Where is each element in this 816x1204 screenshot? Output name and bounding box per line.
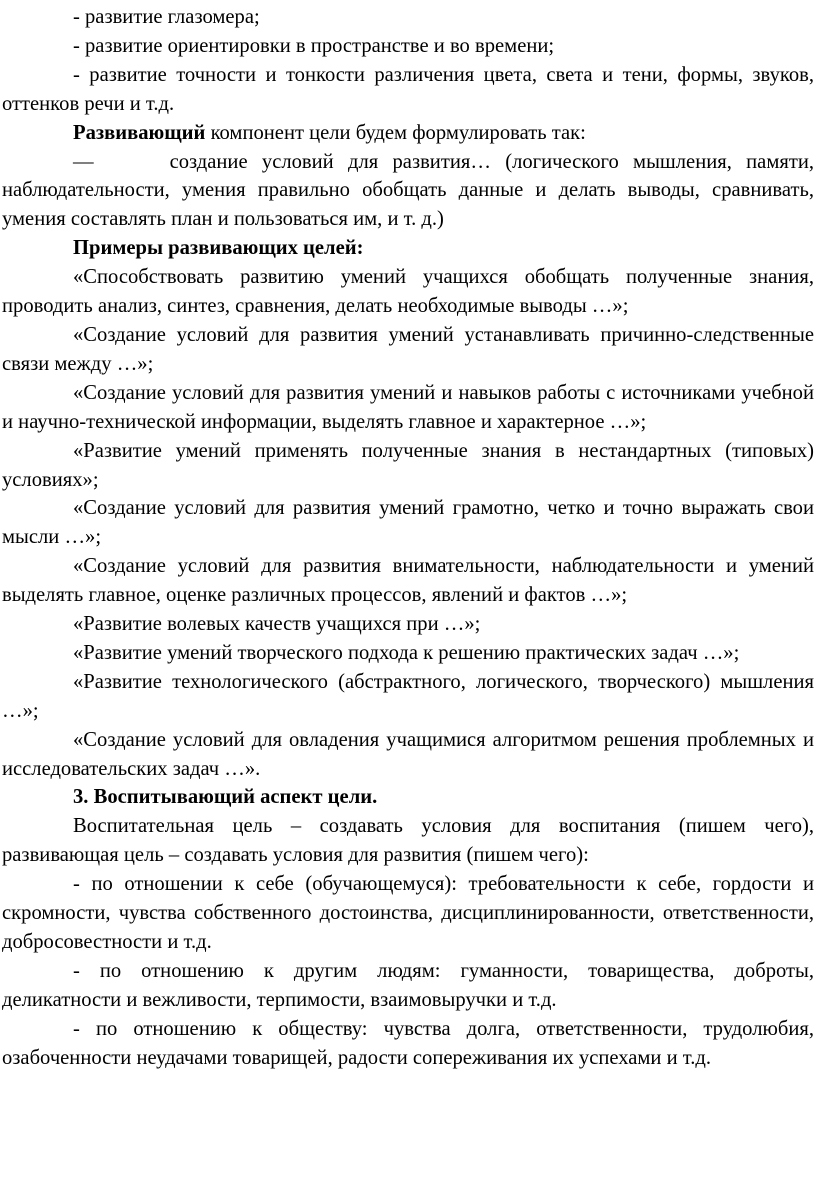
paragraph: «Развитие умений применять полученные знания в нестандартных (типовых) условиях»; xyxy=(2,439,814,491)
paragraph: «Развитие технологического (абстрактного, логического, творческого) мышления …»; xyxy=(2,670,814,722)
paragraph: «Развитие умений творческого подхода к решению практических задач …»; xyxy=(73,641,740,664)
section-heading: 3. Воспитывающий аспект цели. xyxy=(73,786,378,809)
paragraph: «Создание условий для развития умений и навыков работы с источниками учебной и научно-технической информации, выделять главное и характерное …»; xyxy=(2,381,814,433)
paragraph: «Создание условий для развития умений устанавливать причинно-следственные связи между …»; xyxy=(2,323,814,375)
paragraph: - развитие точности и тонкости различения цвета, света и тени, формы, звуков, оттенков речи и т.д. xyxy=(2,63,814,115)
paragraph: Развивающий компонент цели будем формулировать так: xyxy=(73,121,586,144)
section-heading: Примеры развивающих целей: xyxy=(73,237,364,260)
paragraph: Воспитательная цель – создавать условия для воспитания (пишем чего), развивающая цель – создавать условия для развития (пишем чего): xyxy=(2,815,814,867)
paragraph: «Создание условий для развития внимательности, наблюдательности и умений выделять главное, оценке различных процессов, явлений и фактов …»; xyxy=(2,555,814,607)
paragraph: «Развитие волевых качеств учащихся при …»; xyxy=(73,613,481,636)
paragraph: - по отношении к себе (обучающемуся): требовательности к себе, гордости и скромности, чувства собственного достоинства, дисциплинированности, ответственности, добросовестности и т.д. xyxy=(2,873,814,953)
bold-term: Развивающий xyxy=(73,121,206,144)
paragraph: «Способствовать развитию умений учащихся обобщать полученные знания, проводить анализ, синтез, сравнения, делать необходимые выводы …»; xyxy=(2,266,814,318)
paragraph: — создание условий для развития… (логического мышления, памяти, наблюдательности, умения правильно обобщать данные и делать выводы, сравнивать, умения составлять план и пользоваться им, и т. д.) xyxy=(2,150,814,231)
paragraph: «Создание условий для развития умений грамотно, четко и точно выражать свои мысли …»; xyxy=(2,497,814,549)
paragraph: «Создание условий для овладения учащимися алгоритмом решения проблемных и исследовательских задач …». xyxy=(2,728,814,780)
paragraph: - по отношению к обществу: чувства долга, ответственности, трудолюбия, озабоченности неудачами товарищей, радости сопереживания их успехами и т.д. xyxy=(2,1017,814,1069)
em-dash: — xyxy=(73,150,94,173)
paragraph: - развитие глазомера; xyxy=(73,6,260,28)
paragraph: - по отношению к другим людям: гуманности, товарищества, доброты, деликатности и вежливости, терпимости, взаимовыручки и т.д. xyxy=(2,959,814,1011)
paragraph: - развитие ориентировки в пространстве и во времени; xyxy=(73,34,555,57)
